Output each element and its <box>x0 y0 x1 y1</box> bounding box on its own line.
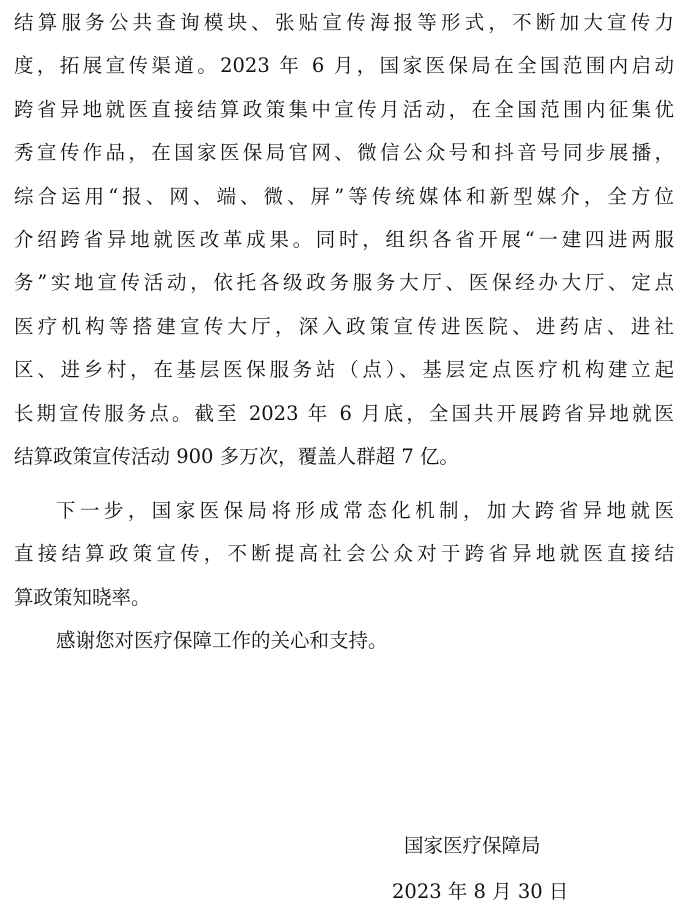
paragraph-2-line-1: 下一步，国家医保局将形成常态化机制，加大跨省异地就医 <box>56 499 674 522</box>
paragraph-1-line-2: 度，拓展宣传渠道。2023 年 6 月，国家医保局在全国范围内启动 <box>14 54 674 77</box>
paragraph-1-line-10: 长期宣传服务点。截至 2023 年 6 月底，全国共开展跨省异地就医 <box>14 402 674 425</box>
paragraph-1-line-4: 秀宣传作品，在国家医保局官网、微信公众号和抖音号同步展播， <box>14 141 674 164</box>
paragraph-2-line-3: 算政策知晓率。 <box>14 586 151 609</box>
paragraph-1-line-9: 区、进乡村，在基层医保服务站（点）、基层定点医疗机构建立起 <box>14 358 674 381</box>
signature-organization: 国家医疗保障局 <box>404 834 541 857</box>
paragraph-1-line-8: 医疗机构等搭建宣传大厅，深入政策宣传进医院、进药店、进社 <box>14 315 674 338</box>
paragraph-1-line-11: 结算政策宣传活动 900 多万次，覆盖人群超 7 亿。 <box>14 445 459 468</box>
paragraph-1-line-1: 结算服务公共查询模块、张贴宣传海报等形式，不断加大宣传力 <box>14 11 674 34</box>
paragraph-1-line-3: 跨省异地就医直接结算政策集中宣传月活动，在全国范围内征集优 <box>14 98 674 121</box>
paragraph-1-line-7: 务”实地宣传活动，依托各级政务服务大厅、医保经办大厅、定点 <box>14 271 674 294</box>
signature-date: 2023 年 8 月 30 日 <box>392 880 569 903</box>
paragraph-2-line-2: 直接结算政策宣传，不断提高社会公众对于跨省异地就医直接结 <box>14 542 674 565</box>
paragraph-1-line-6: 介绍跨省异地就医改革成果。同时，组织各省开展“一建四进两服 <box>14 228 674 251</box>
paragraph-3-line-1: 感谢您对医疗保障工作的关心和支持。 <box>56 629 388 652</box>
paragraph-1-line-5: 综合运用“报、网、端、微、屏”等传统媒体和新型媒介，全方位 <box>14 185 674 208</box>
